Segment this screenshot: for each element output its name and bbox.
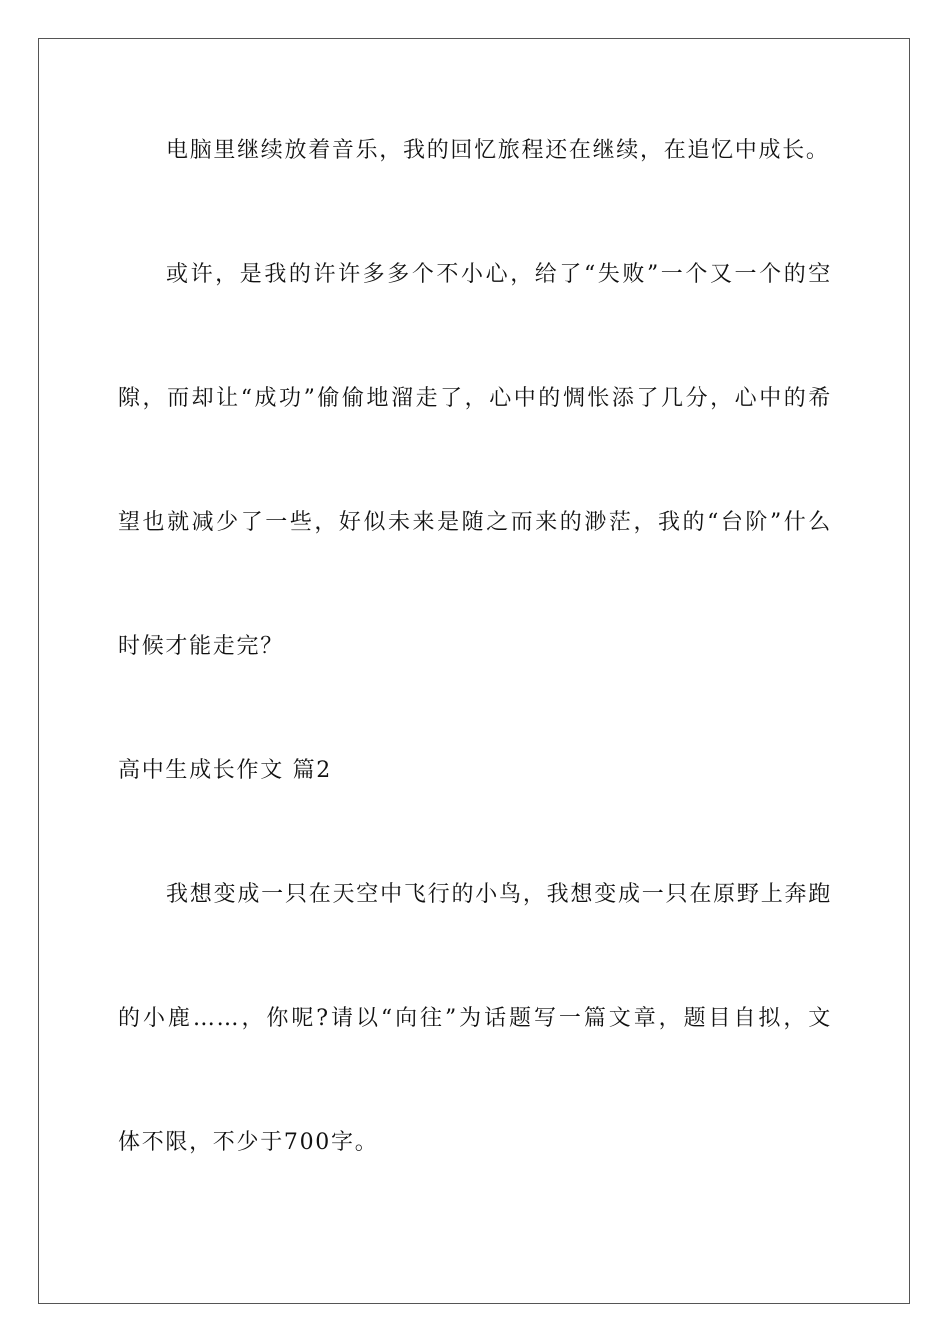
- paragraph-line-1: 电脑里继续放着音乐，我的回忆旅程还在继续，在追忆中成长。: [166, 138, 830, 163]
- paragraph-line-3: 隙，而却让“成功”偷偷地溜走了，心中的惆怅添了几分，心中的希: [118, 386, 832, 411]
- paragraph-line-6: 我想变成一只在天空中飞行的小鸟，我想变成一只在原野上奔跑: [166, 882, 832, 907]
- paragraph-line-4: 望也就减少了一些，好似未来是随之而来的渺茫，我的“台阶”什么: [118, 510, 832, 535]
- paragraph-line-5: 时候才能走完？: [118, 634, 284, 659]
- section-heading: 高中生成长作文 篇2: [118, 758, 332, 783]
- page-border: [38, 38, 910, 1304]
- paragraph-line-2: 或许，是我的许许多多个不小心，给了“失败”一个又一个的空: [166, 262, 832, 287]
- paragraph-line-8: 体不限，不少于700字。: [118, 1130, 379, 1155]
- paragraph-line-7: 的小鹿……，你呢?请以“向往”为话题写一篇文章，题目自拟，文: [118, 1006, 832, 1031]
